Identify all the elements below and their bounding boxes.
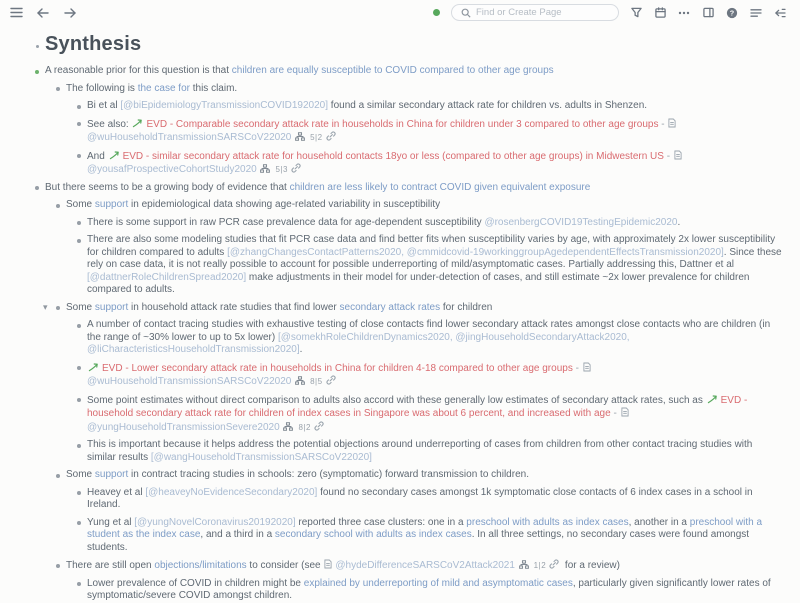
text-segment: There are still open [66, 560, 155, 571]
filter-icon[interactable] [628, 5, 644, 21]
text-segment: But there seems to be a growing body of evidence that [45, 181, 290, 193]
page-link[interactable]: support [94, 301, 129, 313]
graph-icon[interactable] [295, 376, 305, 385]
block-text[interactable] [87, 395, 747, 433]
outline-block [30, 182, 786, 195]
citation-link[interactable]: @rosenbergCOVID19TestingEpidemic2020 [484, 216, 678, 228]
text-segment: to consider (see [246, 560, 324, 571]
title-row [36, 33, 786, 56]
outline-block [30, 150, 786, 177]
graph-icon[interactable] [519, 560, 529, 569]
text-segment: for children [440, 301, 493, 313]
topbar-right [433, 4, 788, 21]
text-segment: Some [66, 469, 95, 480]
block-text[interactable] [87, 217, 680, 228]
help-icon[interactable] [724, 5, 740, 21]
block-text[interactable] [87, 517, 762, 553]
block-text[interactable] [87, 319, 770, 355]
block-bullet[interactable] [56, 306, 60, 310]
block-bullet[interactable] [35, 70, 39, 74]
ref-count: 5|3 [275, 165, 288, 174]
citation-link[interactable]: [@biEpidemiologyTransmissionCOVID192020] [120, 100, 329, 111]
outline-block [30, 234, 786, 297]
page-link[interactable]: objections/limitations [154, 560, 247, 571]
page-link[interactable]: support [94, 469, 129, 480]
text-segment: in contract tracing studies in schools: zero (symptomatic) forward transmission to children. [128, 469, 529, 480]
text-segment: in household attack rate studies that find lower [128, 301, 340, 313]
block-text[interactable] [66, 199, 440, 210]
outline-block [30, 217, 786, 230]
citation-link[interactable]: [@yungNovelCoronavirus20192020] [134, 516, 296, 528]
back-icon[interactable] [35, 5, 51, 21]
text-segment: found no secondary cases amongst 1k symptomatic close contacts of 6 index cases in a school in Ireland. [87, 486, 753, 510]
block-bullet[interactable] [77, 582, 81, 586]
text-segment: . In all three settings, no secondary cases were found amongst students. [87, 529, 750, 553]
block-text[interactable] [87, 119, 679, 144]
doc-icon[interactable] [324, 559, 332, 569]
doc-icon[interactable] [583, 362, 591, 372]
calendar-icon[interactable] [652, 5, 668, 21]
block-bullet[interactable] [77, 105, 81, 109]
sync-status-dot [433, 9, 440, 16]
outline [30, 65, 786, 603]
block-text[interactable] [87, 578, 771, 602]
text-segment: in epidemiological data showing age-related variability in susceptibility [128, 199, 441, 210]
block-text[interactable] [87, 100, 647, 111]
sprout-icon [707, 394, 718, 404]
queue-icon[interactable] [748, 5, 764, 21]
collapse-caret-icon[interactable]: ▾ [43, 301, 48, 312]
sprout-icon [88, 362, 99, 372]
graph-icon[interactable] [295, 132, 305, 141]
collapse-sidebar-icon[interactable] [772, 5, 788, 21]
block-text[interactable] [87, 439, 752, 463]
outline-block [30, 319, 786, 357]
block-bullet[interactable] [77, 521, 81, 525]
search-box[interactable] [451, 4, 619, 21]
open-sidebar-icon[interactable] [700, 5, 716, 21]
outline-block [30, 578, 786, 603]
block-text[interactable] [66, 469, 529, 480]
graph-icon[interactable] [283, 422, 293, 431]
page-link[interactable]: preschool with adults as index cases [466, 516, 629, 528]
outline-block [30, 517, 786, 555]
evidence-link[interactable]: EVD - similar secondary attack rate for household contacts 18yo or less (compared to other age groups) in Midwestern US [122, 150, 664, 162]
text-segment: A reasonable prior for this question is that [45, 65, 232, 76]
topbar-left-icons [8, 5, 78, 21]
text-segment: Some point estimates without direct comparison to adults also accord with these generally low estimates of secondary attack rates, such as [87, 394, 706, 406]
text-segment: . [299, 344, 303, 355]
text-segment: Lower prevalence of COVID in children might be [87, 577, 304, 589]
doc-icon[interactable] [668, 118, 676, 128]
block-bullet[interactable] [77, 444, 81, 448]
page-link[interactable]: preschool with a student as the index case [87, 516, 763, 540]
text-segment: . [677, 216, 681, 228]
page-link[interactable]: the case for [137, 82, 190, 94]
separator-text: - [572, 362, 582, 374]
block-bullet[interactable] [56, 204, 60, 208]
block-bullet[interactable] [77, 239, 81, 243]
block-bullet[interactable] [77, 122, 81, 126]
svg-text:?: ? [729, 8, 735, 18]
block-bullet[interactable] [77, 324, 81, 328]
page-link[interactable]: children are less likely to contract COVID given equivalent exposure [289, 181, 591, 193]
link-icon[interactable] [314, 421, 324, 431]
block-text[interactable] [66, 560, 620, 571]
link-icon[interactable] [326, 375, 336, 385]
citation-link[interactable]: [@heaveyNoEvidenceSecondary2020] [145, 486, 318, 498]
link-icon[interactable] [291, 163, 301, 173]
citation-link[interactable]: [@dattnerRoleChildrenSpread2020] [87, 271, 247, 283]
page-link[interactable]: secondary attack rates [339, 301, 441, 313]
separator-text: - [610, 408, 620, 419]
text-segment: . Since these rely on case data, it is not really possible to account for possible underreporting of mild/asymptomatic cases. Partially addressing this, Dattner et al [87, 246, 782, 270]
ref-count: 8|5 [310, 377, 323, 386]
more-icon[interactable] [676, 5, 692, 21]
page-link[interactable]: support [94, 199, 129, 210]
citation-link[interactable]: [@zhangChangesContactPatterns2020, @cmmidcovid-19workinggroupAgedependentEffectsTransmission2020] [227, 246, 724, 258]
block-text[interactable] [87, 234, 782, 295]
text-segment: Some [66, 199, 95, 210]
block-bullet[interactable] [77, 491, 81, 495]
forward-icon[interactable] [62, 5, 78, 21]
citation-link[interactable]: @yousafProspectiveCohortStudy2020 [87, 164, 260, 175]
block-text[interactable] [87, 487, 753, 511]
text-segment: make adjustments in their model for under-detection of cases, and still estimate ~2x lower prevalence for children compared to adults. [87, 271, 750, 295]
text-segment: found a similar secondary attack rate for children vs. adults in Shenzen. [328, 100, 648, 111]
page-title: Synthesis [45, 33, 142, 55]
page-link[interactable]: children are equally susceptible to COVID compared to other age groups [231, 65, 554, 76]
text-segment: Yung et al [87, 516, 135, 528]
outline-block [30, 83, 786, 96]
text-segment: There is some support in raw PCR case prevalence data for age-dependent susceptibility [87, 216, 485, 228]
link-icon[interactable] [549, 559, 559, 569]
ref-count: 5|2 [310, 133, 323, 142]
text-segment: This is important because it helps address the potential objections around underreporting of cases from children from other contact tracing studies with similar results [87, 439, 753, 463]
text-segment: And [87, 150, 108, 162]
text-segment: Bi et al [87, 100, 121, 111]
citation-link[interactable]: @wuHouseholdTransmissionSARSCoV22020 [87, 132, 295, 143]
doc-icon[interactable] [674, 150, 682, 160]
outline-block [30, 439, 786, 464]
hamburger-menu-icon[interactable] [8, 5, 24, 21]
outline-block [30, 118, 786, 145]
topbar-right-icons [628, 5, 788, 21]
evidence-link[interactable]: EVD - Comparable secondary attack rate in households in China for children under 3 compared to other age groups [146, 118, 659, 130]
text-segment: Heavey et al [87, 486, 146, 498]
outline-block [30, 302, 786, 315]
outline-block [30, 487, 786, 512]
title-caret-icon[interactable] [36, 45, 39, 48]
text-segment: this claim. [189, 82, 238, 94]
outline-block [30, 199, 786, 212]
sprout-icon [132, 118, 143, 128]
block-bullet[interactable] [35, 186, 39, 190]
page-link[interactable]: secondary school with adults as index cases [274, 529, 472, 540]
block-bullet[interactable] [77, 154, 81, 158]
text-segment: for a review) [562, 560, 620, 571]
outline-block [30, 362, 786, 389]
block-text[interactable] [87, 363, 594, 388]
text-segment: Some [66, 301, 95, 313]
sprout-icon [109, 150, 120, 160]
graph-icon[interactable] [260, 164, 270, 173]
block-bullet[interactable] [77, 221, 81, 225]
citation-link[interactable]: @wuHouseholdTransmissionSARSCoV22020 [87, 376, 295, 387]
outline-block [30, 469, 786, 482]
outline-block [30, 394, 786, 435]
text-segment: A number of contact tracing studies with exhaustive testing of close contacts find lower secondary attack rates amongst close contacts who are children (in the range of ~30% lower to up to 5x lower) [87, 319, 771, 343]
block-bullet[interactable] [56, 87, 60, 91]
citation-link[interactable]: @hydeDifferenceSARSCoV2Attack2021 [335, 560, 518, 571]
text-segment: , another in a [628, 516, 690, 528]
text-segment: See also: [87, 118, 132, 130]
block-text[interactable] [87, 151, 685, 176]
doc-icon[interactable] [621, 407, 629, 417]
text-segment: The following is [66, 82, 138, 94]
ref-count: 1|2 [533, 561, 547, 570]
top-bar [0, 0, 800, 25]
block-text[interactable] [45, 65, 554, 76]
citation-link[interactable]: [@somekhRoleChildrenDynamics2020, @jingHouseholdSecondaryAttack2020, @liCharacteristicsHouseholdTransmission2020] [87, 331, 630, 355]
evidence-link[interactable]: EVD - Lower secondary attack rate in households in China for children 4-18 compared to other age groups [102, 362, 573, 374]
text-segment: , and a third in a [200, 529, 275, 540]
page-content [0, 25, 800, 603]
separator-text: - [658, 118, 668, 130]
block-bullet[interactable] [77, 366, 81, 370]
text-segment: There are also some modeling studies that fit PCR case data and find better fits when susceptibility varies by age, with approximately 2x lower susceptibility for children compared to adults [87, 234, 776, 258]
link-icon[interactable] [326, 131, 336, 141]
block-bullet[interactable] [56, 564, 60, 568]
block-text[interactable] [45, 182, 590, 193]
search-icon [460, 7, 471, 18]
citation-link[interactable]: [@wangHouseholdTransmissionSARSCoV22020] [150, 451, 372, 463]
block-bullet[interactable] [77, 398, 81, 402]
outline-block [30, 559, 786, 573]
page-link[interactable]: explained by underreporting of mild and asymptomatic cases [303, 577, 573, 589]
block-bullet[interactable] [56, 474, 60, 478]
separator-text: - [663, 150, 673, 162]
text-segment: reported three case clusters: one in a [295, 516, 467, 528]
ref-count: 8|2 [298, 422, 311, 432]
block-text[interactable] [66, 83, 237, 94]
text-segment: , particularly given significantly lower rates of symptomatic/severe COVID amongst children. [87, 577, 771, 601]
block-text[interactable] [66, 302, 492, 313]
search-input[interactable] [476, 7, 610, 18]
evidence-link[interactable]: EVD - household secondary attack rate for children of index cases in Singapore was about 6 percent, and increased with age [87, 394, 748, 419]
outline-block [30, 65, 786, 78]
outline-block [30, 100, 786, 113]
citation-link[interactable]: @yungHouseholdTransmissionSevere2020 [87, 421, 283, 433]
